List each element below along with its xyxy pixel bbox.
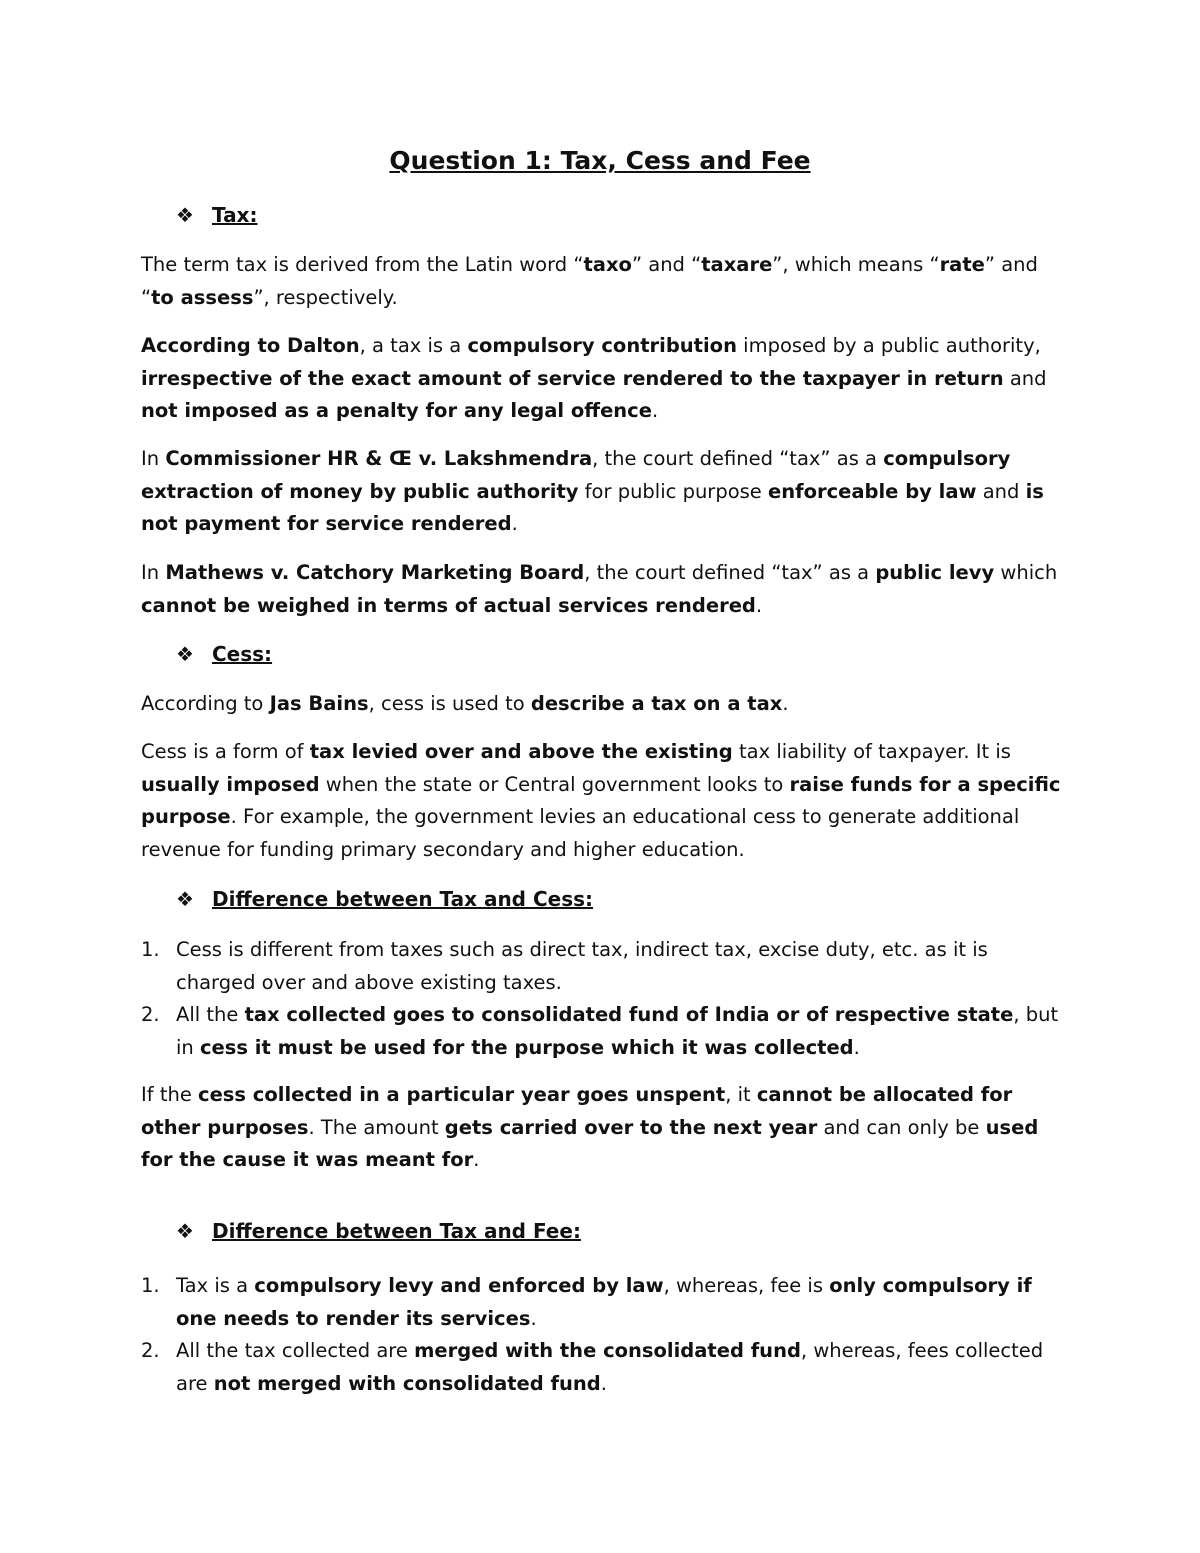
text-run: , whereas, fees collected are: [176, 1339, 1044, 1395]
list-item: [141, 934, 1061, 999]
diamond-bullet-icon: ❖: [176, 1219, 194, 1243]
bold-text-run: not imposed as a penalty for any legal offence: [141, 399, 652, 422]
text-run: for public purpose: [578, 479, 768, 503]
text-run: .: [782, 692, 789, 715]
section-heading-tax-vs-cess: ❖ Difference between Tax and Cess:: [176, 887, 594, 911]
text-run: , whereas, fee is: [663, 1274, 830, 1297]
text-run: .: [530, 1306, 537, 1330]
diamond-bullet-icon: ❖: [176, 887, 194, 911]
paragraph: [141, 443, 1061, 541]
diamond-bullet-icon: ❖: [176, 642, 194, 666]
text-run: In: [141, 561, 166, 584]
bold-text-run: According to Dalton: [141, 334, 360, 357]
text-run: Cess is different from taxes such as direct tax, indirect tax, excise duty, etc. as it is charged over and above existing taxes.: [176, 938, 988, 994]
paragraph: [141, 557, 1061, 622]
text-run: The term tax is derived from the Latin word “: [141, 253, 584, 276]
text-run: . For example, the government levies an educational cess to generate additional revenue for funding primary secondary and higher education.: [141, 805, 1020, 861]
bold-text-run: compulsory extraction of money by public authority: [141, 447, 1011, 503]
bold-text-run: cannot be allocated for other purposes: [141, 1083, 1013, 1139]
bold-text-run: Mathews v. Catchory Marketing Board: [165, 561, 585, 584]
list-item: [141, 999, 1061, 1064]
bold-text-run: public levy: [875, 561, 995, 584]
bold-text-run: usually imposed: [141, 772, 320, 796]
text-run: imposed by a public authority,: [736, 334, 1041, 357]
paragraph: [141, 688, 1061, 721]
bold-text-run: cannot be weighed in terms of actual services rendered: [141, 593, 756, 617]
list-number: 1.: [141, 1274, 160, 1297]
text-run: .: [651, 399, 659, 422]
section-heading-tax: ❖ Tax:: [176, 203, 258, 227]
numbered-list: [141, 934, 1061, 1064]
paragraph: [141, 1079, 1061, 1177]
text-run: and can only be: [817, 1115, 986, 1139]
bold-text-run: enforceable by law: [767, 479, 977, 503]
page-title: Question 1: Tax, Cess and Fee: [389, 146, 811, 175]
text-run: .: [473, 1148, 480, 1171]
diamond-bullet-icon: ❖: [176, 203, 194, 227]
paragraph: [141, 736, 1061, 866]
list-number: 2.: [141, 1339, 160, 1362]
text-run: and: [976, 479, 1026, 503]
bold-text-run: merged with the consolidated fund: [414, 1339, 801, 1362]
text-run: tax liability of taxpayer. It is: [732, 740, 1011, 763]
text-run: , but in: [176, 1003, 1059, 1059]
bold-text-run: gets carried over to the next year: [444, 1115, 818, 1139]
bold-text-run: cess collected in a particular year goes unspent: [198, 1083, 726, 1106]
section-heading-cess: ❖ Cess:: [176, 642, 273, 666]
text-run: .: [755, 593, 763, 617]
text-run: According to: [141, 692, 270, 715]
bold-text-run: cess it must be used for the purpose which it was collected: [199, 1035, 854, 1059]
bold-text-run: tax levied over and above the existing: [309, 740, 733, 763]
text-run: , the court defined “tax” as a: [592, 447, 884, 470]
text-run: , cess is used to: [368, 692, 531, 715]
text-run: , it: [725, 1083, 757, 1106]
text-run: ”, respectively.: [253, 285, 398, 309]
text-run: which: [994, 561, 1058, 584]
bold-text-run: taxare: [701, 253, 773, 276]
bold-text-run: describe a tax on a tax: [530, 692, 783, 715]
text-run: All the: [176, 1003, 245, 1026]
bold-text-run: compulsory contribution: [467, 334, 737, 357]
text-run: ” and “: [141, 253, 1038, 309]
numbered-list: [141, 1270, 1061, 1400]
list-item: [141, 1335, 1061, 1400]
bold-text-run: compulsory levy and enforced by law: [254, 1274, 664, 1297]
bold-text-run: used for the cause it was meant for: [141, 1115, 1039, 1171]
text-run: , a tax is a: [359, 334, 468, 357]
text-run: , the court defined “tax” as a: [584, 561, 876, 584]
text-run: ” and “: [631, 253, 702, 276]
bold-text-run: irrespective of the exact amount of service rendered to the taxpayer in return: [141, 366, 1004, 390]
text-run: Tax is a: [176, 1274, 255, 1297]
text-run: If the: [141, 1083, 199, 1106]
text-run: .: [600, 1371, 607, 1395]
bold-text-run: Commissioner HR & Œ v. Lakshmendra: [165, 447, 593, 470]
text-run: . The amount: [308, 1115, 445, 1139]
section-heading-tax-vs-fee: ❖ Difference between Tax and Fee:: [176, 1219, 581, 1243]
list-number: 2.: [141, 1003, 160, 1026]
bold-text-run: rate: [939, 253, 985, 276]
paragraph: [141, 249, 1061, 314]
bold-text-run: taxo: [583, 253, 632, 276]
bold-text-run: to assess: [151, 285, 254, 309]
text-run: All the tax collected are: [176, 1339, 415, 1362]
text-run: Cess is a form of: [141, 740, 310, 763]
text-run: .: [511, 512, 518, 535]
bold-text-run: only compulsory if one needs to render its services: [176, 1274, 1032, 1330]
text-run: .: [853, 1035, 860, 1059]
list-number: 1.: [141, 938, 160, 961]
bold-text-run: not merged with consolidated fund: [213, 1371, 601, 1395]
paragraph: [141, 330, 1061, 428]
text-run: ”, which means “: [772, 253, 940, 276]
bold-text-run: tax collected goes to consolidated fund of India or of respective state: [244, 1003, 1014, 1026]
text-run: and: [1003, 366, 1047, 390]
bold-text-run: raise funds for a specific purpose: [141, 772, 1061, 828]
bold-text-run: Jas Bains: [269, 692, 369, 715]
text-run: when the state or Central government looks to: [319, 772, 790, 796]
list-item: [141, 1270, 1061, 1335]
bold-text-run: is not payment for service rendered: [141, 479, 1044, 535]
text-run: In: [141, 447, 166, 470]
